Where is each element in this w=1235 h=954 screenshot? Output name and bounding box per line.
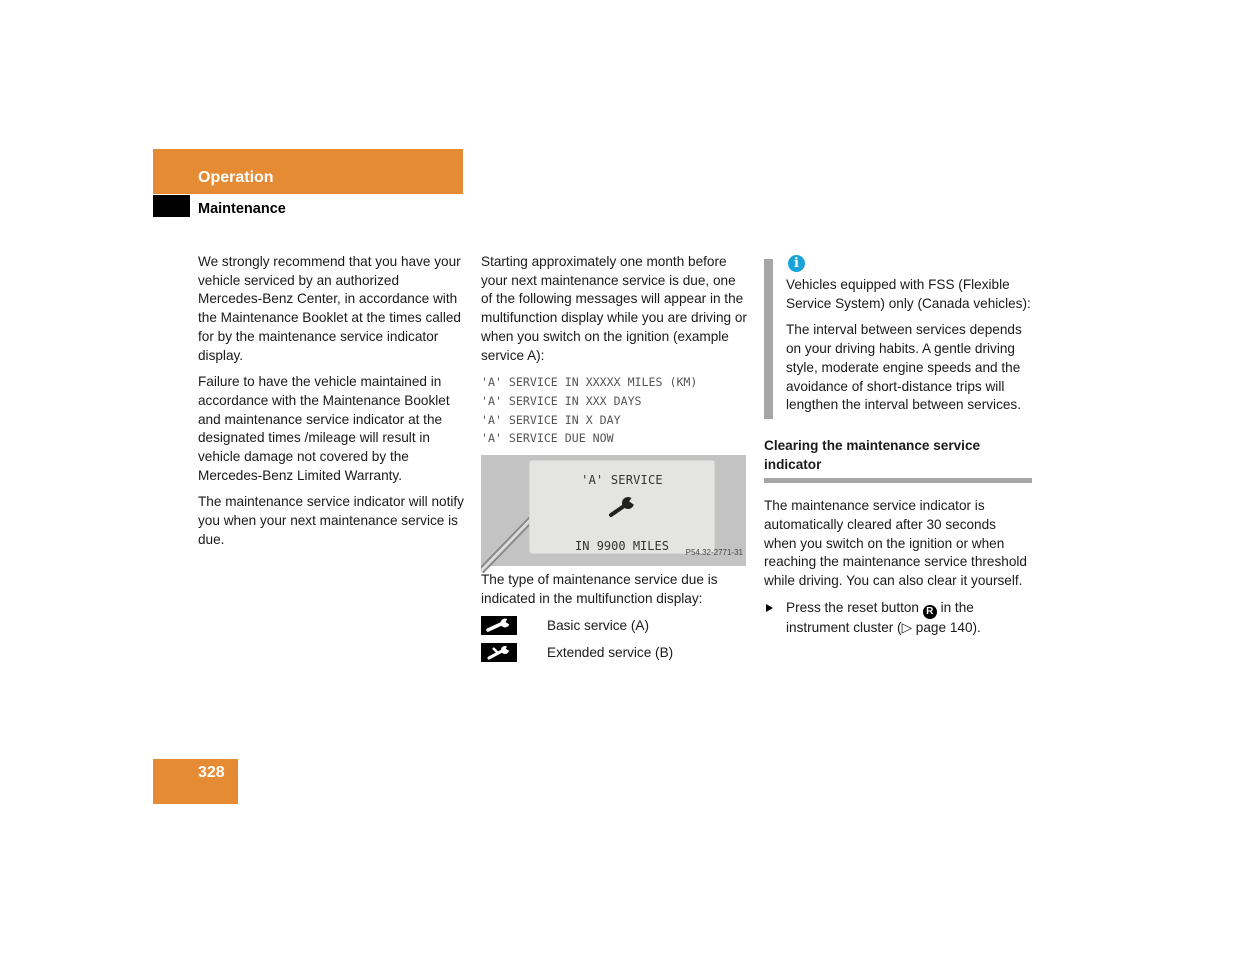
message-item: 'A' SERVICE DUE NOW [481, 431, 614, 446]
info-bar [764, 259, 773, 419]
column-left [198, 253, 464, 558]
reset-button-icon: R [923, 605, 937, 619]
service-row-basic [481, 612, 747, 639]
paragraph: Failure to have the vehicle maintained in accordance with the Maintenance Booklet and maintenance service indicator at the designated times /mileage will result in vehicle damage not covered by the Mercedes-Benz Limited Warranty. [198, 374, 450, 483]
message-item: 'A' SERVICE IN X DAY [481, 412, 621, 427]
paragraph: Starting approximately one month before your next maintenance service is due, one of the following messages will appear in the multifunction display while you are driving or when you switch on the ignition (example service A): [481, 254, 747, 363]
bullet-text-end: in the instrument cluster (▷ page 140). [786, 599, 981, 635]
wrench-extended-icon [481, 643, 517, 662]
paragraph: The maintenance service indicator will notify you when your next maintenance service is due. [198, 494, 464, 547]
info-paragraph: Vehicles equipped with FSS (Flexible Service System) only (Canada vehicles): [786, 277, 1031, 311]
display-figure [481, 455, 746, 566]
page-number-box [153, 759, 238, 804]
wrench-icon [608, 495, 638, 519]
clearing-heading: Clearing the maintenance service indicator [764, 437, 1032, 483]
message-item: 'A' SERVICE IN XXXXX MILES (KM) [481, 375, 698, 390]
info-box [764, 255, 1032, 419]
multifunction-display [529, 460, 715, 554]
bullet-text-start: Press the reset button [786, 599, 919, 615]
paragraph: The maintenance service indicator is automatically cleared after 30 seconds when you switch on the ignition or when reaching the maintenance service threshold while driving. You can also clear it yourself. [764, 498, 1027, 589]
display-line-service: 'A' SERVICE [581, 473, 663, 488]
subsection-marker [153, 195, 190, 217]
paragraph: The type of maintenance service due is indicated in the multifunction display: [481, 572, 718, 606]
display-line-miles: IN 9900 MILES [575, 539, 669, 554]
bullet-arrow-icon [766, 604, 773, 612]
message-item: 'A' SERVICE IN XXX DAYS [481, 393, 642, 408]
service-row-extended [481, 639, 747, 666]
section-title: Operation [198, 169, 274, 186]
paragraph: We strongly recommend that you have your vehicle serviced by an authorized Mercedes-Benz Center, in accordance with the Maintenance Booklet at the times called for by the maintenance service indicator display. [198, 254, 461, 363]
info-paragraph: The interval between services depends on your driving habits. A gentle driving style, moderate engine speeds and the avoidance of short-distance trips will lengthen the interval between services. [786, 322, 1022, 413]
instruction-bullet [764, 599, 1032, 638]
service-label: Extended service (B) [547, 644, 674, 660]
wrench-icon [481, 616, 517, 635]
column-right [764, 253, 1032, 638]
info-icon: i [788, 255, 805, 272]
page-number: 328 [198, 764, 225, 781]
service-label: Basic service (A) [547, 617, 649, 633]
column-middle [481, 253, 747, 666]
message-list [481, 373, 747, 448]
subsection-title: Maintenance [198, 201, 286, 217]
figure-code: P54.32-2771-31 [685, 548, 743, 558]
